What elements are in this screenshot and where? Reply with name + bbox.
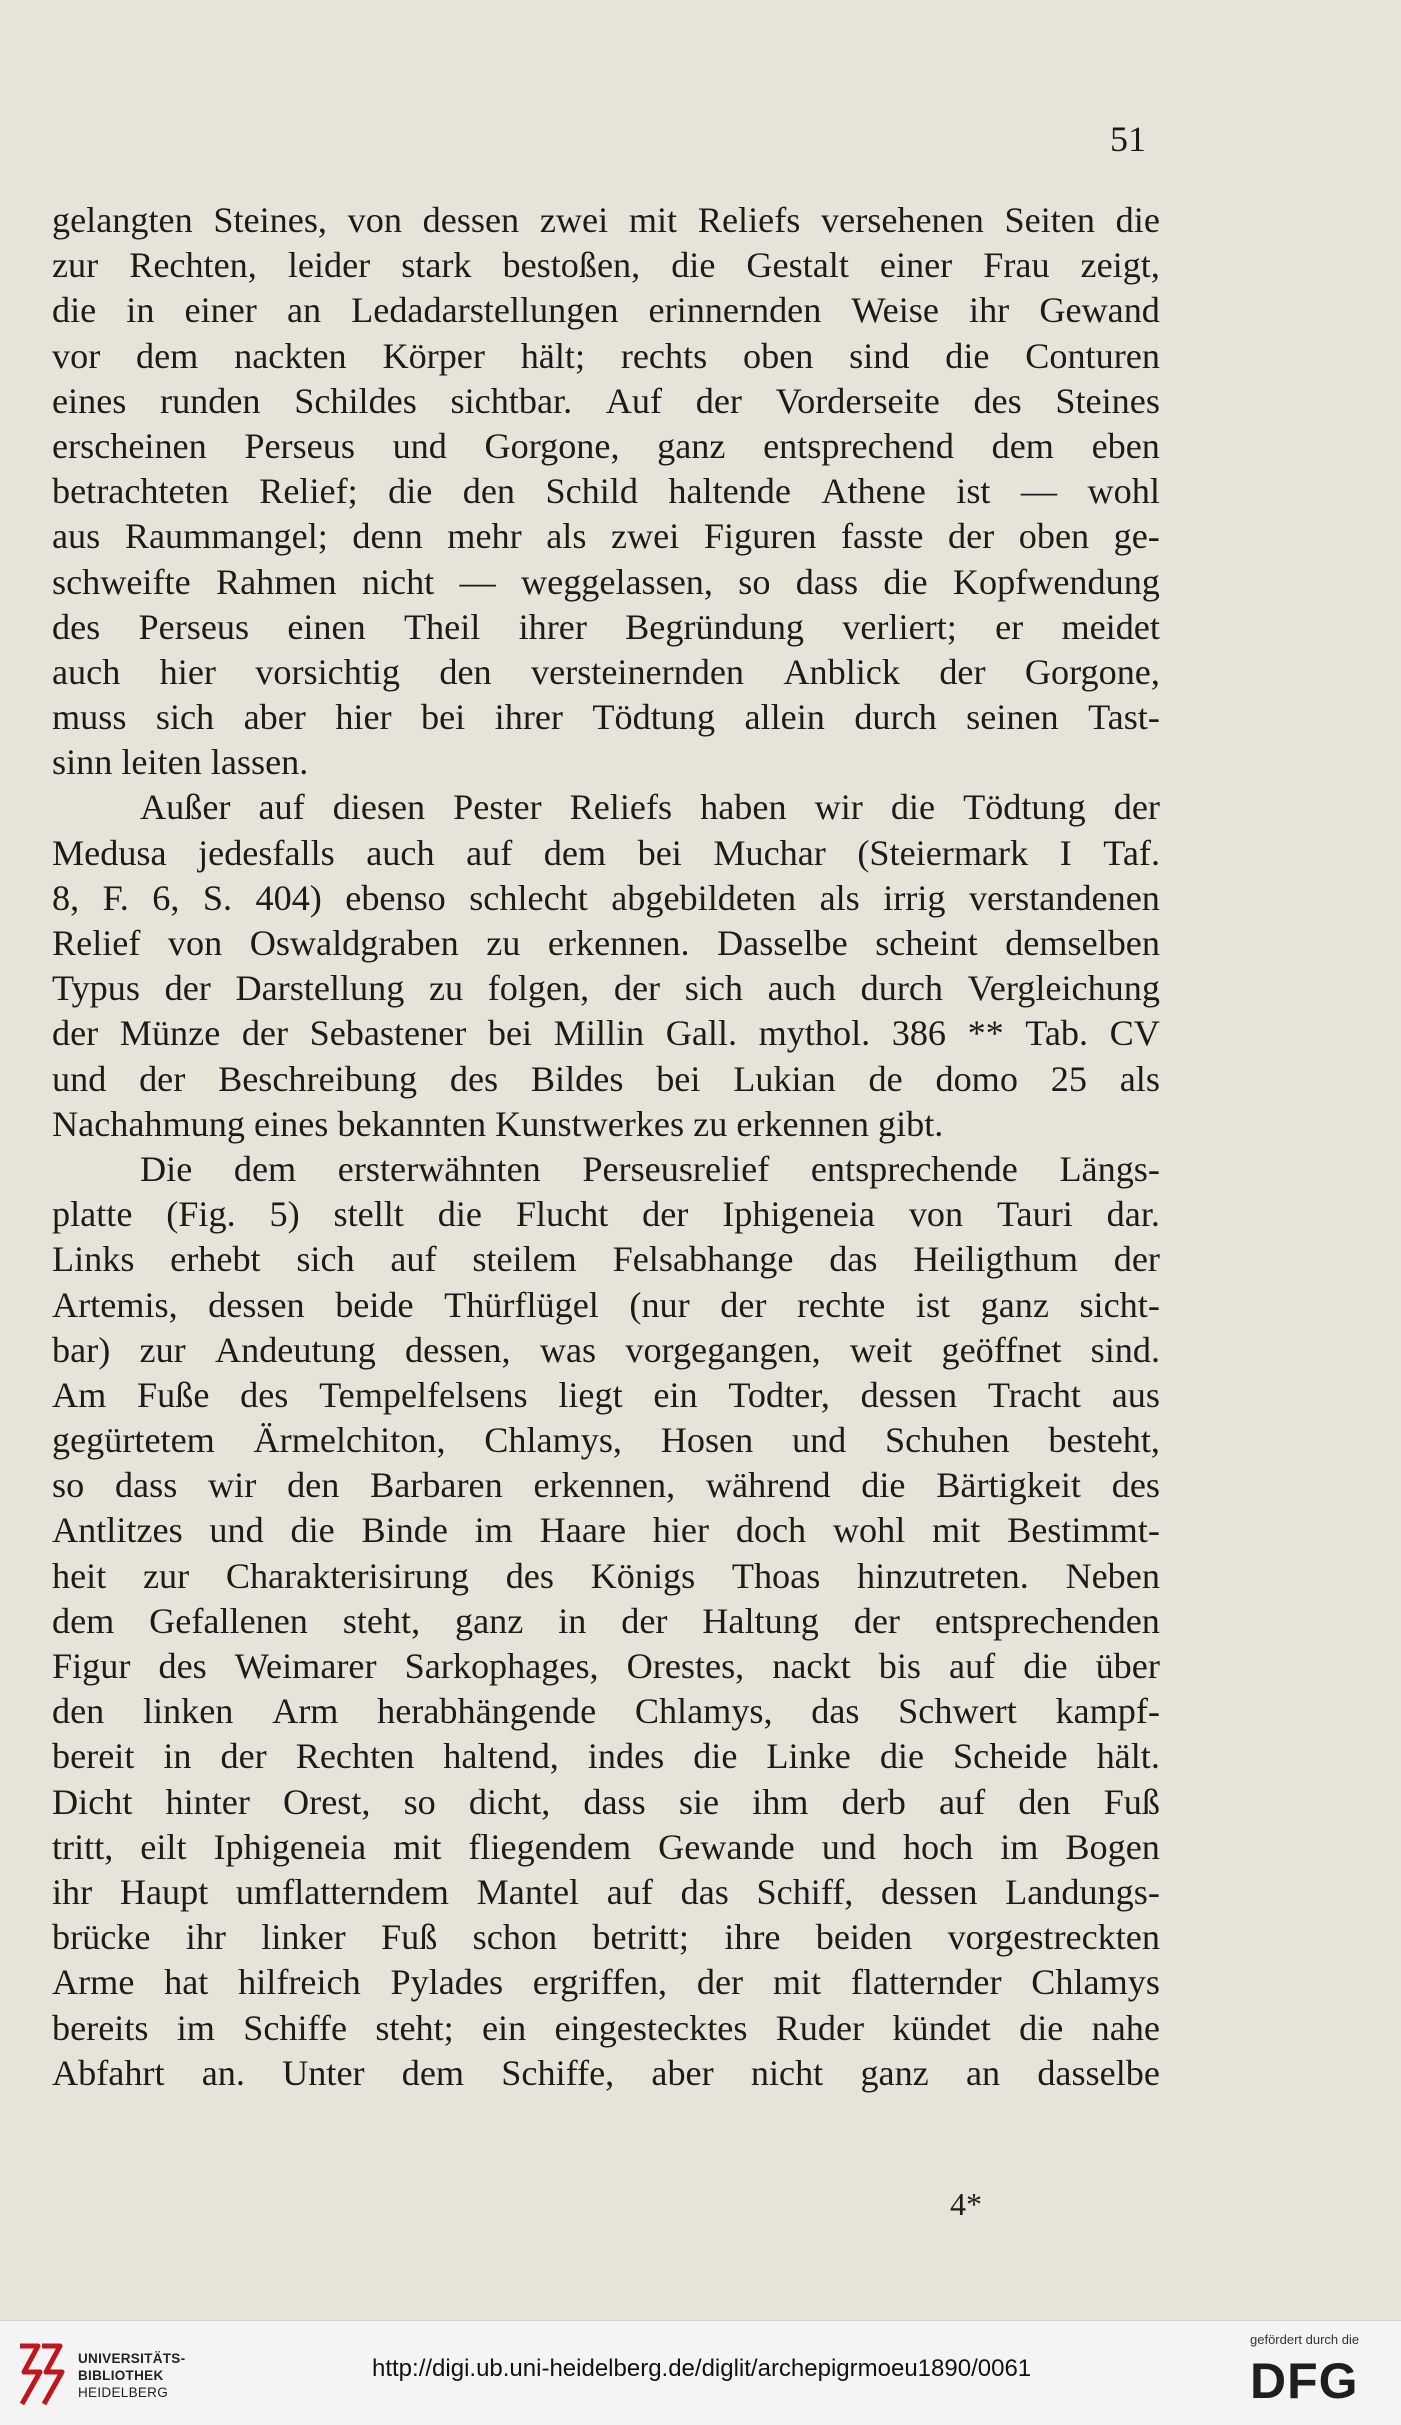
text-line: dem Gefallenen steht, ganz in der Haltung der entsprechenden: [52, 1600, 1160, 1641]
text-line: Dicht hinter Orest, so dicht, dass sie ihm derb auf den Fuß: [52, 1781, 1160, 1822]
text-line: des Perseus einen Theil ihrer Begründung verliert; er meidet: [52, 606, 1160, 647]
text-line: vor dem nackten Körper hält; rechts oben sind die Conturen: [52, 335, 1160, 376]
printer-signature: 4*: [950, 2186, 982, 2222]
text-line: so dass wir den Barbaren erkennen, während die Bärtigkeit des: [52, 1465, 1160, 1506]
university-library-logo-icon: [14, 2340, 66, 2410]
text-line: den linken Arm herabhängende Chlamys, das Schwert kampf-: [52, 1691, 1160, 1732]
text-line: bar) zur Andeutung dessen, was vorgegangen, weit geöffnet sind.: [52, 1329, 1160, 1370]
text-line: platte (Fig. 5) stellt die Flucht der Iphigeneia von Tauri dar.: [52, 1194, 1160, 1235]
text-line: zur Rechten, leider stark bestoßen, die Gestalt einer Frau zeigt,: [52, 245, 1160, 286]
permalink-url[interactable]: http://digi.ub.uni-heidelberg.de/diglit/archepigrmoeu1890/0061: [372, 2355, 1032, 2382]
text-line: Relief von Oswaldgraben zu erkennen. Dasselbe scheint demselben: [52, 923, 1160, 963]
text-line: Typus der Darstellung zu folgen, der sich auch durch Vergleichung: [52, 968, 1160, 1009]
text-line: betrachteten Relief; die den Schild haltende Athene ist — wohl: [52, 471, 1160, 512]
body-text: [52, 198, 1160, 2096]
text-line: gegürtetem Ärmelchiton, Chlamys, Hosen und Schuhen besteht,: [52, 1420, 1160, 1461]
text-line: Figur des Weimarer Sarkophages, Orestes, nackt bis auf die über: [52, 1646, 1160, 1686]
text-line: Die dem ersterwähnten Perseusrelief entsprechende Längs-: [140, 1148, 1160, 1189]
text-line: schweifte Rahmen nicht — weggelassen, so dass die Kopfwendung: [52, 561, 1160, 602]
text-line: Links erhebt sich auf steilem Felsabhange das Heiligthum der: [52, 1239, 1160, 1280]
text-line: heit zur Charakterisirung des Königs Thoas hinzutreten. Neben: [52, 1555, 1160, 1596]
library-name-line2: BIBLIOTHEK: [78, 2368, 164, 2383]
text-line: bereit in der Rechten haltend, indes die Linke die Scheide hält.: [52, 1736, 1160, 1777]
text-line: erscheinen Perseus und Gorgone, ganz entsprechend dem eben: [52, 425, 1160, 466]
dfg-logo: DFG: [1250, 2353, 1359, 2409]
text-line: bereits im Schiffe steht; ein eingestecktes Ruder kündet die nahe: [52, 2007, 1160, 2048]
text-line: Am Fuße des Tempelfelsens liegt ein Todter, dessen Tracht aus: [52, 1374, 1160, 1415]
text-line: sinn leiten lassen.: [52, 742, 309, 783]
text-line: Außer auf diesen Pester Reliefs haben wir die Tödtung der: [140, 787, 1160, 828]
text-line: brücke ihr linker Fuß schon betritt; ihre beiden vorgestreckten: [52, 1917, 1160, 1958]
text-line: 8, F. 6, S. 404) ebenso schlecht abgebildeten als irrig verstandenen: [52, 877, 1160, 918]
text-line: auch hier vorsichtig den versteinernden Anblick der Gorgone,: [52, 651, 1160, 692]
text-line: Medusa jedesfalls auch auf dem bei Muchar (Steiermark I Taf.: [52, 832, 1160, 873]
library-name: [78, 2350, 185, 2401]
text-line: Antlitzes und die Binde im Haare hier doch wohl mit Bestimmt-: [52, 1510, 1160, 1551]
text-line: Artemis, dessen beide Thürflügel (nur der rechte ist ganz sicht-: [52, 1284, 1160, 1325]
text-line: muss sich aber hier bei ihrer Tödtung allein durch seinen Tast-: [52, 697, 1160, 738]
text-line: gelangten Steines, von dessen zwei mit Reliefs versehenen Seiten die: [52, 200, 1160, 240]
funded-by-label: gefördert durch die: [1250, 2332, 1360, 2347]
text-line: Arme hat hilfreich Pylades ergriffen, der mit flatternder Chlamys: [52, 1962, 1160, 2003]
text-line: eines runden Schildes sichtbar. Auf der Vorderseite des Steines: [52, 380, 1160, 421]
text-line: Nachahmung eines bekannten Kunstwerkes zu erkennen gibt.: [52, 1103, 944, 1144]
page-number: 51: [1110, 119, 1146, 159]
text-line: der Münze der Sebastener bei Millin Gall. mythol. 386 ** Tab. CV: [52, 1013, 1160, 1054]
library-name-line3: HEIDELBERG: [78, 2385, 169, 2400]
text-line: tritt, eilt Iphigeneia mit fliegendem Gewande und hoch im Bogen: [52, 1826, 1160, 1867]
library-name-line1: UNIVERSITÄTS-: [78, 2351, 186, 2366]
text-line: die in einer an Ledadarstellungen erinnernden Weise ihr Gewand: [52, 290, 1160, 331]
text-line: und der Beschreibung des Bildes bei Lukian de domo 25 als: [52, 1058, 1160, 1099]
text-line: ihr Haupt umflatterndem Mantel auf das Schiff, dessen Landungs-: [52, 1871, 1160, 1912]
text-line: aus Raummangel; denn mehr als zwei Figuren fasste der oben ge-: [52, 516, 1160, 557]
text-line: Abfahrt an. Unter dem Schiffe, aber nicht ganz an dasselbe: [52, 2052, 1160, 2093]
